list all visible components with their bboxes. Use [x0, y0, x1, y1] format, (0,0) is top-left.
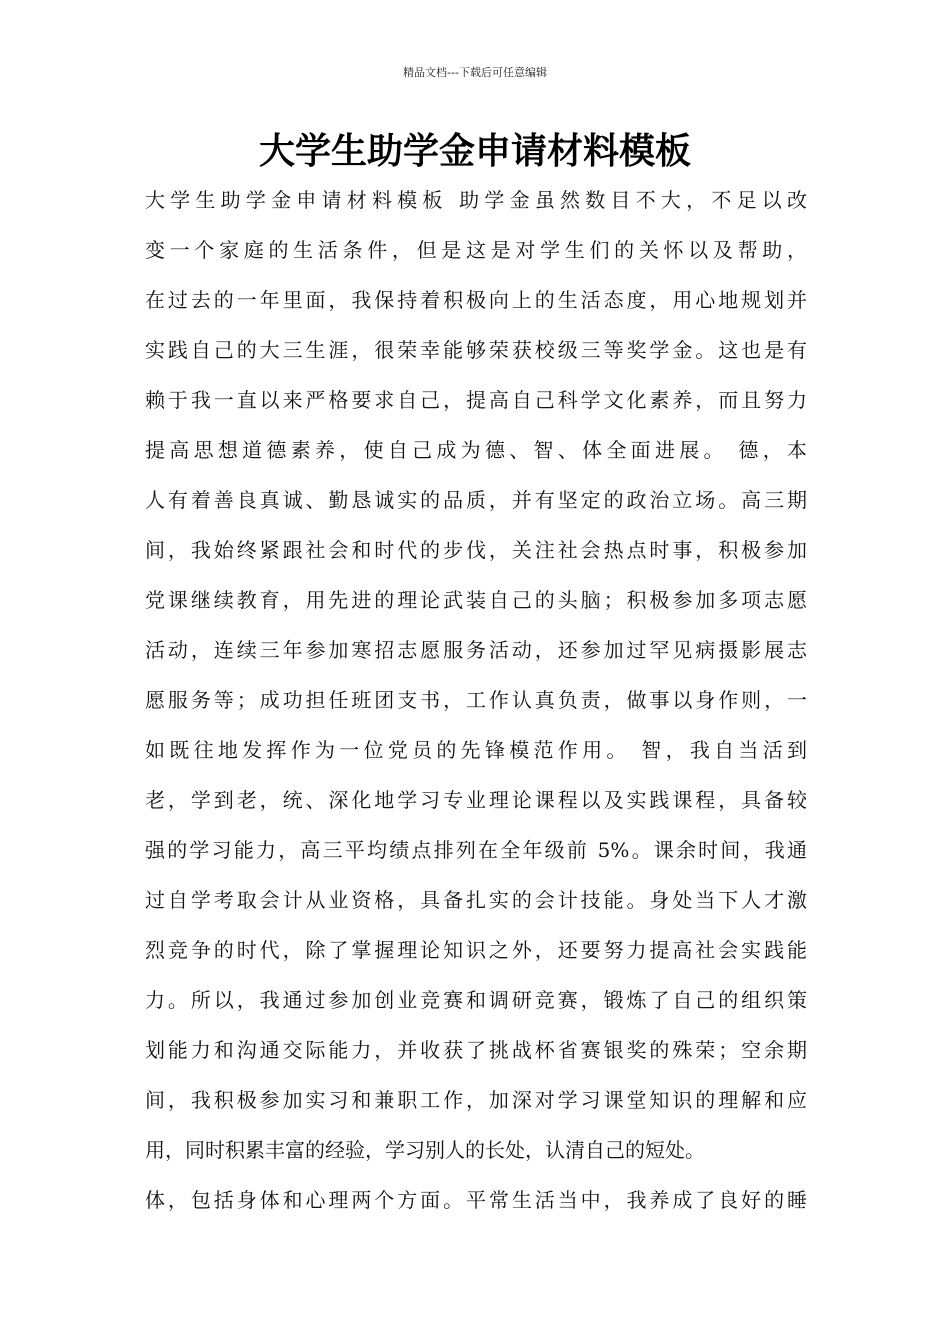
- body-line: 间，我始终紧跟社会和时代的步伐，关注社会热点时事，积极参加: [145, 538, 807, 562]
- body-line: 如既往地发挥作为一位党员的先锋模范作用。 智，我自当活到: [145, 738, 807, 762]
- body-line: 赖于我一直以来严格要求自己，提高自己科学文化素养，而且努力: [145, 388, 807, 412]
- body-line: 在过去的一年里面，我保持着积极向上的生活态度，用心地规划并: [145, 288, 807, 312]
- body-line: 用，同时积累丰富的经验，学习别人的长处，认清自己的短处。: [145, 1138, 705, 1162]
- body-line: 老，学到老，统、深化地学习专业理论课程以及实践课程，具备较: [145, 788, 807, 812]
- body-line: 党课继续教育，用先进的理论武装自己的头脑；积极参加多项志愿: [145, 588, 807, 612]
- body-line: 力。所以，我通过参加创业竞赛和调研竞赛，锻炼了自己的组织策: [145, 988, 807, 1012]
- document-title: 大学生助学金申请材料模板: [258, 131, 691, 172]
- body-line: 变一个家庭的生活条件，但是这是对学生们的关怀以及帮助，: [145, 238, 807, 262]
- body-line: 体，包括身体和心理两个方面。平常生活当中，我养成了良好的睡: [145, 1188, 807, 1212]
- body-line: 大学生助学金申请材料模板 助学金虽然数目不大，不足以改: [145, 188, 807, 212]
- document-body: [145, 178, 807, 1228]
- body-line: 提高思想道德素养，使自己成为德、智、体全面进展。 德，本: [145, 438, 807, 462]
- body-line: 人有着善良真诚、勤恳诚实的品质，并有坚定的政治立场。高三期: [145, 488, 807, 512]
- body-line: 过自学考取会计从业资格，具备扎实的会计技能。身处当下人才激: [145, 888, 807, 912]
- body-line: 实践自己的大三生涯，很荣幸能够荣获校级三等奖学金。这也是有: [145, 338, 807, 362]
- page-header: 精品文档---下载后可任意编辑: [403, 66, 547, 79]
- body-line: 划能力和沟通交际能力，并收获了挑战杯省赛银奖的殊荣；空余期: [145, 1038, 807, 1062]
- body-line: 间，我积极参加实习和兼职工作，加深对学习课堂知识的理解和应: [145, 1088, 807, 1112]
- body-line: 愿服务等；成功担任班团支书，工作认真负责，做事以身作则，一: [145, 688, 807, 712]
- body-line: 活动，连续三年参加寒招志愿服务活动，还参加过罕见病摄影展志: [145, 638, 807, 662]
- body-line: 烈竞争的时代，除了掌握理论知识之外，还要努力提高社会实践能: [145, 938, 807, 962]
- body-line: 强的学习能力，高三平均绩点排列在全年级前 5%。课余时间，我通: [145, 838, 807, 862]
